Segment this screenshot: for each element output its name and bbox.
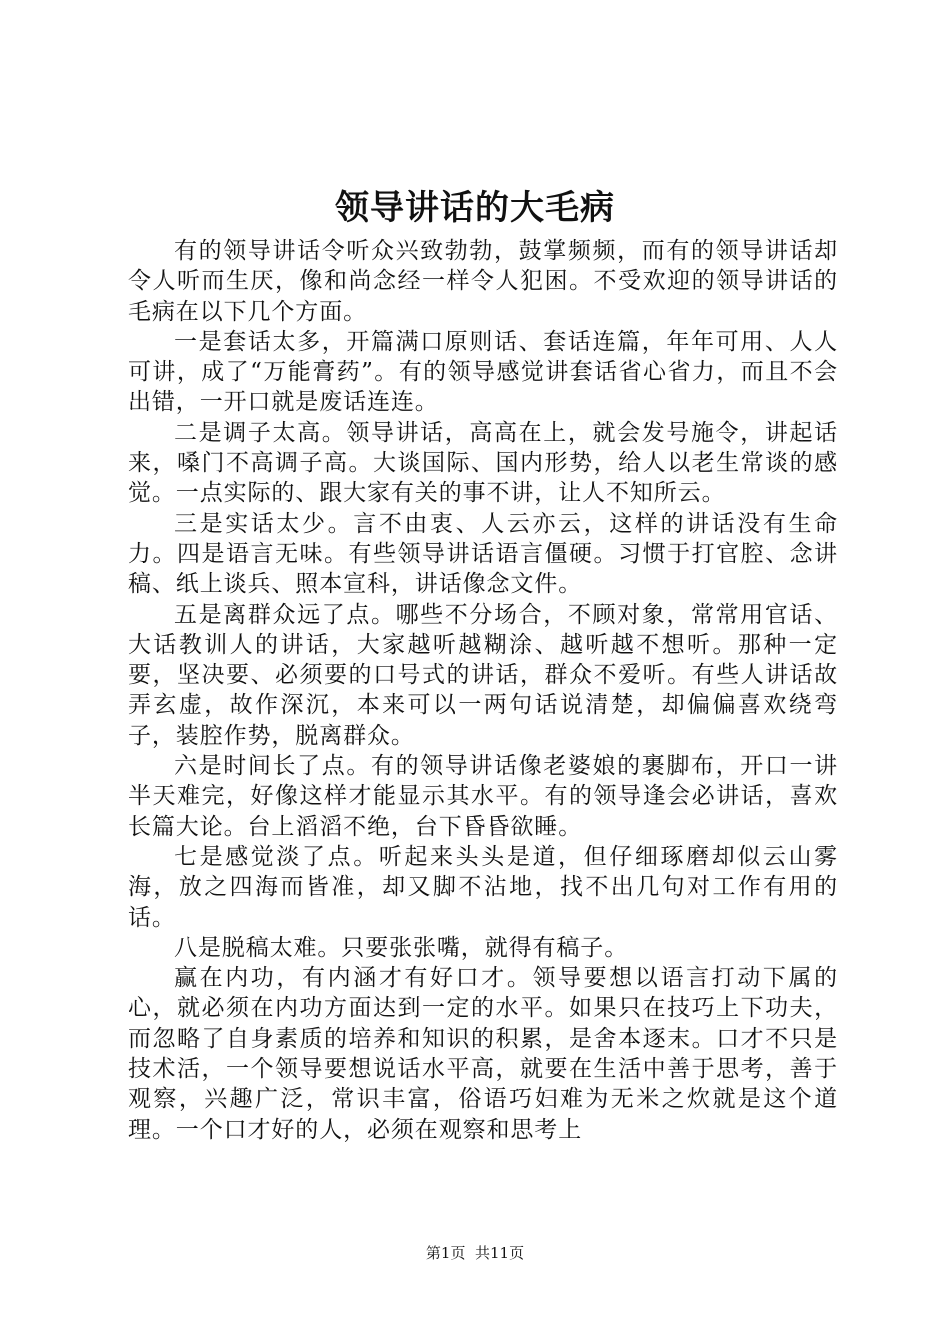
paragraph-point-7: 七是感觉淡了点。听起来头头是道，但仔细琢磨却似云山雾海，放之四海而皆准，却又脚不沾地，找不出几句对工作有用的话。 bbox=[128, 843, 838, 931]
paragraph-point-2: 二是调子太高。领导讲话，高高在上，就会发号施令，讲起话来，嗓门不高调子高。大谈国际、国内形势，给人以老生常谈的感觉。一点实际的、跟大家有关的事不讲，让人不知所云。 bbox=[128, 419, 838, 507]
page-total: 共11页 bbox=[475, 1244, 525, 1262]
paragraph-point-5: 五是离群众远了点。哪些不分场合，不顾对象，常常用官话、大话教训人的讲话，大家越听越糊涂、越听越不想听。那种一定要，坚决要、必须要的口号式的讲话，群众不爱听。有些人讲话故弄玄虚，故作深沉，本来可以一两句话说清楚，却偏偏喜欢绕弯子，装腔作势，脱离群众。 bbox=[128, 601, 838, 749]
document-title: 领导讲话的大毛病 bbox=[335, 188, 615, 228]
paragraph-point-6: 六是时间长了点。有的领导讲话像老婆娘的裹脚布，开口一讲半天难完，好像这样才能显示其水平。有的领导逢会必讲话，喜欢长篇大论。台上滔滔不绝，台下昏昏欲睡。 bbox=[128, 753, 838, 840]
page-number: 第1页 bbox=[425, 1244, 466, 1262]
paragraph-intro: 有的领导讲话令听众兴致勃勃，鼓掌频频，而有的领导讲话却令人听而生厌，像和尚念经一样令人犯困。不受欢迎的领导讲话的毛病在以下几个方面。 bbox=[128, 238, 838, 325]
paragraph-point-3-4: 三是实话太少。言不由衷、人云亦云，这样的讲话没有生命力。四是语言无味。有些领导讲话语言僵硬。习惯于打官腔、念讲稿、纸上谈兵、照本宣科，讲话像念文件。 bbox=[128, 510, 838, 598]
paragraph-point-1: 一是套话太多，开篇满口原则话、套话连篇，年年可用、人人可讲，成了“万能膏药”。有的领导感觉讲套话省心省力，而且不会出错，一开口就是废话连连。 bbox=[128, 328, 838, 416]
document-body bbox=[128, 236, 838, 1145]
footer-separator bbox=[465, 1244, 475, 1262]
page-footer bbox=[0, 1243, 950, 1263]
paragraph-inner-skill: 赢在内功，有内涵才有好口才。领导要想以语言打动下属的心，就必须在内功方面达到一定的水平。如果只在技巧上下功夫，而忽略了自身素质的培养和知识的积累，是舍本逐末。口才不只是技术活，一个领导要想说话水平高，就要在生活中善于思考，善于观察，兴趣广泛，常识丰富，俗语巧妇难为无米之炊就是这个道理。一个口才好的人，必须在观察和思考上 bbox=[128, 965, 838, 1143]
paragraph-point-8: 八是脱稿太难。只要张张嘴，就得有稿子。 bbox=[174, 934, 629, 961]
